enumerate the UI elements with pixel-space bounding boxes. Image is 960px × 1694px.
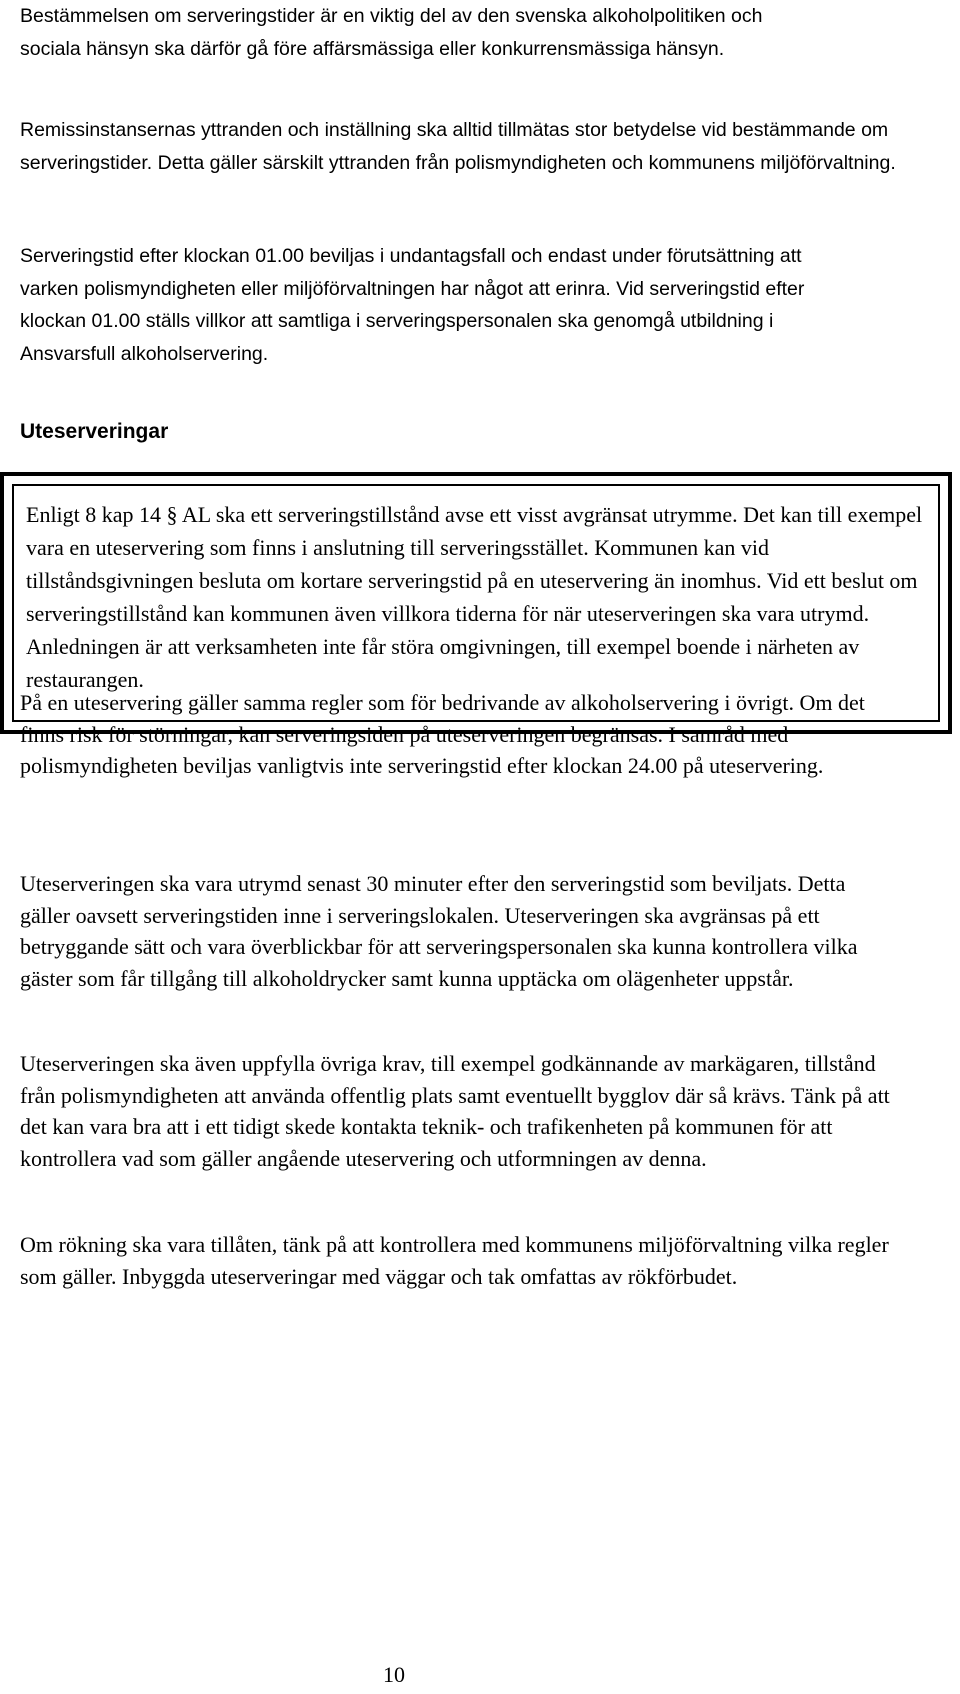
section-heading-uteserveringar: Uteserveringar [20, 420, 169, 443]
page-number: 10 [383, 1662, 405, 1687]
paragraph-smoking: Om rökning ska vara tillåten, tänk på att kontrollera med kommunens miljöförvaltning vilka regler som gäller. Inbyggda uteserveringar med väggar och tak omfattas av rökförbudet. [20, 1232, 889, 1289]
paragraph-serving-after-0100: Serveringstid efter klockan 01.00 beviljas i undantagsfall och endast under förutsättning att varken polismyndigheten eller miljöförvaltningen har något att erinra. Vid serveringstid efter klockan 01.00 ställs villkor att samtliga i serveringspersonalen ska genomgå utbildning i Ansvarsfull alkoholservering. [20, 245, 805, 365]
info-box-text: Enligt 8 kap 14 § AL ska ett serveringstillstånd avse ett visst avgränsat utrymme. Det kan till exempel vara en uteservering som finns i anslutning till serveringsstället. Kommunen kan vid tillståndsgivningen besluta om kortare serveringstid på en uteservering än inomhus. Vid ett beslut om serveringstillstånd kan kommunen även villkora tiderna för när uteserveringen ska vara utrymd. Anledningen är att verksamheten inte får störa omgivningen, till exempel boende i närheten av restaurangen. [26, 502, 923, 692]
paragraph-alcohol-policy: Bestämmelsen om serveringstider är en viktig del av den svenska alkoholpolitiken och sociala hänsyn ska därför gå före affärsmässiga eller konkurrensmässiga hänsyn. [20, 5, 763, 60]
paragraph-outdoor-cleared: Uteserveringen ska vara utrymd senast 30 minuter efter den serveringstid som beviljats. Detta gäller oavsett serveringstiden inne i serveringslokalen. Uteserveringen ska avgränsas på ett betryggande sätt och vara överblickbar för att serveringspersonalen ska kunna kontrollera vilka gäster som får tillgång till alkoholdrycker samt kunna upptäcka om olägenheter uppstår. [20, 871, 858, 991]
paragraph-outdoor-rules: På en uteservering gäller samma regler som för bedrivande av alkoholservering i övrigt. Om det finns risk för störningar, kan serveringsiden på uteserveringen begränsas. I samråd med polismyndigheten beviljas vanligtvis inte serveringstid efter klockan 24.00 på uteservering. [20, 690, 865, 778]
paragraph-other-requirements: Uteserveringen ska även uppfylla övriga krav, till exempel godkännande av markägaren, tillstånd från polismyndigheten att använda offentlig plats samt eventuellt bygglov där så krävs. Tänk på att det kan vara bra att i ett tidigt skede kontakta teknik- och trafikenheten på kommunen för att kontrollera vad som gäller angående uteservering och utformningen av denna. [20, 1051, 890, 1171]
paragraph-referral-statements: Remissinstansernas yttranden och inställning ska alltid tillmätas stor betydelse vid bestämmande om serveringstider. Detta gäller särskilt yttranden från polismyndigheten och kommunens miljöförvaltning. [20, 119, 896, 174]
